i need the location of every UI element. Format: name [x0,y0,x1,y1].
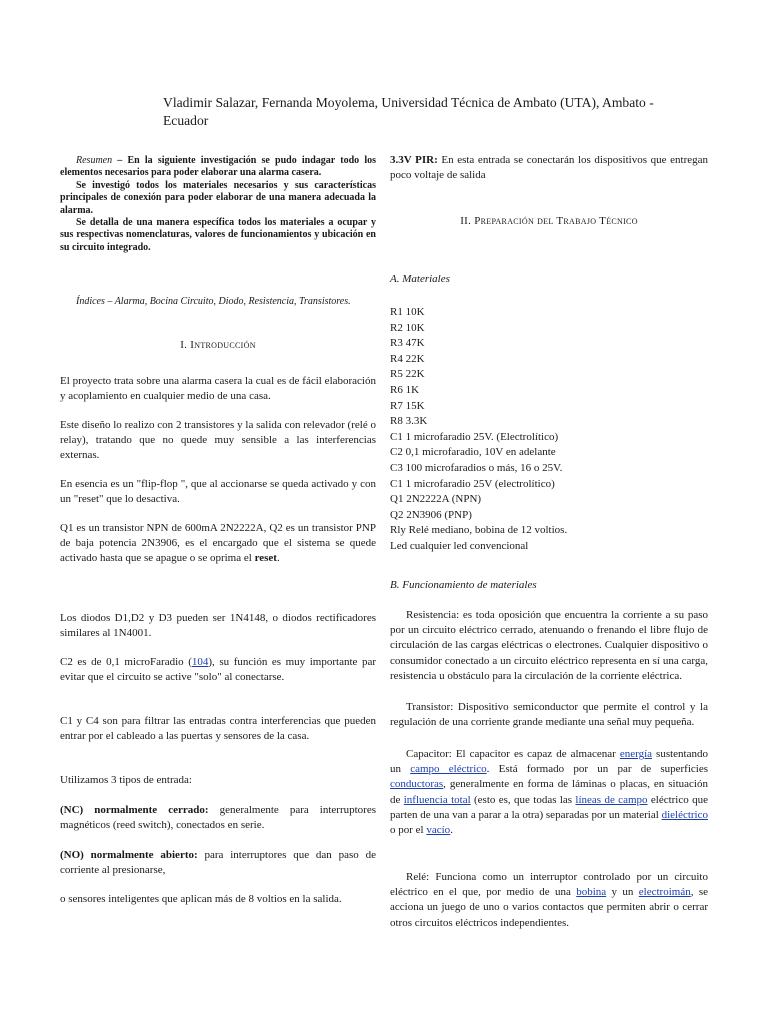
intro-paragraph: Este diseño lo realizo con 2 transistores y la salida con relevador (relé o relay), tratando que no quede muy sensible a las interferencias externas. [60,419,376,462]
link-electroiman[interactable]: electroimán [638,886,691,899]
section-heading-preparation: II. Preparación del Trabajo Técnico [460,215,638,227]
subsection-funcionamiento: B. Funcionamiento de materiales [390,579,537,591]
material-item: R8 3.3K [390,415,428,428]
abstract-label: Resumen [76,155,113,166]
intro-paragraph: Los diodos D1,D2 y D3 pueden ser 1N4148, o diodos rectificadores similares al 1N4001. [60,612,376,640]
intro-paragraph: C2 es de 0,1 microFaradio (104), su función es muy importante par evitar que el circuito se active "solo" al conectarse. [60,656,376,684]
material-item: R3 47K [390,337,425,350]
abstract-p2: Se investigó todos los materiales necesarios y sus características principales de conexión para poder elaborar de una manera adecuada la alarma. [60,179,376,216]
input-type-no: (NO) normalmente abierto: para interruptores que dan paso de corriente al presionarse, [60,849,376,877]
material-item: C1 1 microfaradio 25V. (Electrolítico) [390,430,559,443]
material-item: R6 1K [390,383,420,396]
intro-paragraph: Q1 es un transistor NPN de 600mA 2N2222A, Q2 es un transistor PNP de baja potencia 2N3906, es el encargado que el sistema se quede activado hasta que se apague o se oprima el reset. [60,522,376,565]
intro-paragraph: En esencia es un "flip-flop ", que al accionarse se queda activado y con un "reset" que lo desactiva. [60,478,376,506]
intro-paragraph: El proyecto trata sobre una alarma casera la cual es de fácil elaboración y acoplamiento en cualquier medio de una casa. [60,375,376,403]
material-item: Q1 2N2222A (NPN) [390,493,482,506]
material-item: R4 22K [390,352,425,365]
link-influencia-total[interactable]: influencia total [403,793,471,806]
link-bobina[interactable]: bobina [576,886,607,899]
abstract: Resumen – En la siguiente investigación se pudo indagar todo los elementos necesarios para poder elaborar una alarma casera. Se investigó todos los materiales necesarios y sus características principales de conexión para poder elaborar de una manera adecuada la alarma. Se detalla de una manera específica todos los materiales a ocupar y sus respectivas nomenclaturas, valores de funcionamientos y ubicación en su circuito integrado. [60,155,376,253]
abstract-p3: Se detalla de una manera específica todos los materiales a ocupar y sus respectivas nomenclaturas, valores de funcionamientos y ubicación en su circuito integrado. [60,217,376,253]
material-item: R1 10K [390,306,425,318]
link-104[interactable]: 104 [191,656,209,668]
link-energia[interactable]: energía [619,748,653,760]
pir-input-description: 3.3V PIR: En esta entrada se conectarán los dispositivos que entregan poco voltaje de salida [390,154,708,182]
material-item: C1 1 microfaradio 25V (electrolítico) [390,477,555,490]
link-conductoras[interactable]: conductoras [390,778,444,791]
resistencia-paragraph: Resistencia: es toda oposición que encuentra la corriente a su paso por un circuito eléctrico cerrado, atenuando o frenando el libre flujo de circulación de las cargas eléctricas o electrones. Cualquier dispositivo o consumidor conectado a un circuito eléctrico representa en sí una carga, resistencia u obstáculo para la circulación de la corriente eléctrica. [390,609,708,682]
rele-paragraph: Relé: Funciona como un interruptor controlado por un circuito eléctrico en el que, por medio de una bobina y un electroimán, se acciona un juego de uno o varios contactos que permiten abrir o cerrar otros circuitos eléctricos independientes. [390,871,709,929]
index-terms: Índices – Alarma, Bocina Circuito, Diodo, Resistencia, Transistores. [76,296,351,307]
material-item: Rly Relé mediano, bobina de 12 voltios. [390,524,568,537]
input-type-nc: (NC) normalmente cerrado: generalmente para interruptores magnéticos (reed switch), conectados en serie. [60,804,377,832]
section-heading-introduction: I. Introducción [180,339,256,351]
material-item: R2 10K [390,321,425,334]
material-item: C3 100 microfaradios o más, 16 o 25V. [390,461,563,474]
link-lineas-de-campo[interactable]: líneas de campo [575,793,648,806]
material-item: Led cualquier led convencional [390,539,529,552]
subsection-materials: A. Materiales [390,273,450,285]
transistor-paragraph: Transistor: Dispositivo semiconductor que permite el control y la regulación de una corriente grande mediante una señal muy pequeña. [390,701,708,729]
material-item: R5 22K [390,368,425,381]
material-item: R7 15K [390,399,425,412]
link-dielectrico[interactable]: dieléctrico [661,808,708,821]
abstract-p1: En la siguiente investigación se pudo indagar todo los elementos necesarios para poder elaborar una alarma casera. [60,155,376,179]
capacitor-paragraph: Capacitor: El capacitor es capaz de almacenar energía sustentando un campo eléctrico. Está formado por un par de superficies conductoras, generalmente en forma de láminas o placas, en situación de influencia total (esto es, que todas las líneas de campo eléctrico que parten de una van a parar a la otra) separadas por un material dieléctrico o por el vacío. [390,748,708,837]
materials-list [390,305,708,555]
material-item: C2 0,1 microfaradio, 10V en adelante [390,446,556,459]
intro-paragraph: C1 y C4 son para filtrar las entradas contra interferencias que pueden entrar por el cableado a las puertas y sensores de la casa. [60,715,376,743]
author-affiliation: Vladimir Salazar, Fernanda Moyolema, Universidad Técnica de Ambato (UTA), Ambato - Ecuador [163,95,654,128]
link-campo-electrico[interactable]: campo eléctrico [410,763,487,776]
material-item: Q2 2N3906 (PNP) [390,508,472,521]
intro-paragraph: o sensores inteligentes que aplican más de 8 voltios en la salida. [60,893,342,905]
link-vacio[interactable]: vacío [426,824,451,837]
intro-paragraph: Utilizamos 3 tipos de entrada: [60,774,192,786]
